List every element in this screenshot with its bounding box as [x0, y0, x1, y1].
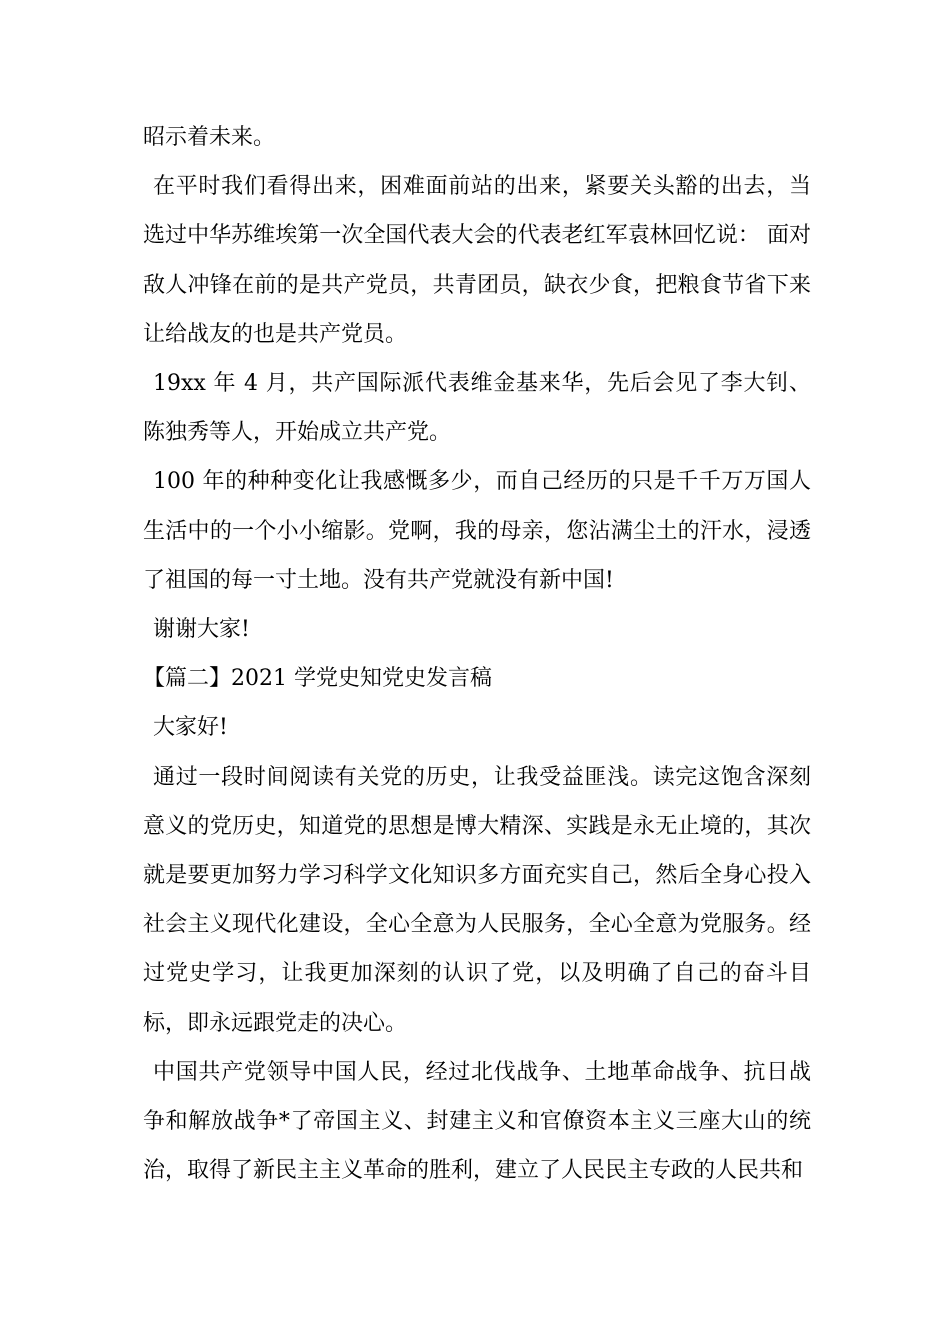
paragraph-100-years: 100 年的种种变化让我感慨多少，而自己经历的只是千千万万国人生活中的一个小小缩影。党啊，我的母亲，您沾满尘土的汗水，浸透了祖国的每一寸土地。没有共产党就没有新中国!	[143, 469, 811, 593]
paragraph-greeting: 大家好!	[153, 715, 228, 741]
paragraph-thanks: 谢谢大家!	[153, 617, 250, 643]
paragraph-reading-history: 通过一段时间阅读有关党的历史，让我受益匪浅。读完这饱含深刻意义的党历史，知道党的思想是博大精深、实践是永无止境的，其次就是要更加努力学习科学文化知识多方面充实自己，然后全身心投入社会主义现代化建设，全心全意为人民服务，全心全意为党服务。经过党史学习，让我更加深刻的认识了党，以及明确了自己的奋斗目标，即永远跟党走的决心。	[143, 764, 811, 1036]
document-body	[143, 113, 811, 1195]
paragraph-red-army-memory: 在平时我们看得出来，困难面前站的出来，紧要关头豁的出去，当选过中华苏维埃第一次全国代表大会的代表老红军袁林回忆说： 面对敌人冲锋在前的是共产党员，共青团员，缺衣少食，把粮食节省下来让给战友的也是共产党员。	[143, 174, 811, 347]
paragraph-continuation: 昭示着未来。	[143, 125, 276, 150]
paragraph-revolution: 中国共产党领导中国人民，经过北伐战争、土地革命战争、抗日战争和解放战争*了帝国主义、封建主义和官僚资本主义三座大山的统治，取得了新民主主义革命的胜利，建立了人民民主专政的人民共和	[143, 1059, 811, 1184]
section-heading: 【篇二】2021 学党史知党史发言稿	[143, 666, 492, 692]
paragraph-comintern: 19xx 年 4 月，共产国际派代表维金基来华，先后会见了李大钊、陈独秀等人，开始成立共产党。	[143, 371, 811, 446]
